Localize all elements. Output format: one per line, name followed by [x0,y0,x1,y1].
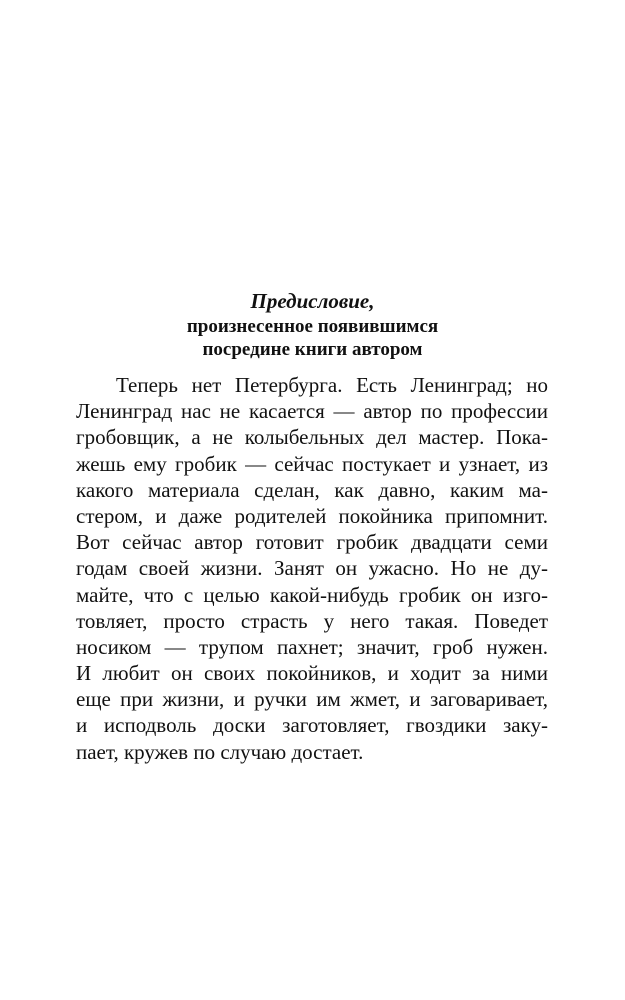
text-line: носиком — трупом пахнет; значит, гроб нужен. [76,634,548,659]
text-line: жешь ему гробик — сейчас постукает и узнает, из [76,451,548,476]
body-paragraph [76,372,548,765]
chapter-title: Предисловие, [250,289,375,313]
text-line: гробовщик, а не колыбельных дел мастер. Пока- [76,425,548,450]
text-line: Ленинград нас не касается — автор по профессии [76,399,548,424]
text-line: годам своей жизни. Занят он ужасно. Но не ду- [76,556,548,581]
chapter-subtitle-line-1: произнесенное появившимся [186,316,439,337]
text-line: еще при жизни, и ручки им жмет, и заговаривает, [76,687,548,712]
text-line: Теперь нет Петербурга. Есть Ленинград; но [116,373,548,397]
text-line: какого материала сделан, как давно, каким ма- [76,477,548,502]
text-line: майте, что с целью какой-нибудь гробик он изго- [76,582,548,607]
text-line: и исподволь доски заготовляет, гвоздики заку- [76,713,548,738]
text-line: стером, и даже родителей покойника припомнит. [76,503,548,528]
text-line: Вот сейчас автор готовит гробик двадцати семи [76,530,548,555]
text-line: пает, кружев по случаю достает. [76,739,364,764]
text-line: товляет, просто страсть у него такая. Поведет [76,608,548,633]
text-line: И любит он своих покойников, и ходит за ними [76,661,548,686]
chapter-heading [0,288,625,361]
chapter-subtitle-line-2: посредине книги автором [202,339,423,360]
